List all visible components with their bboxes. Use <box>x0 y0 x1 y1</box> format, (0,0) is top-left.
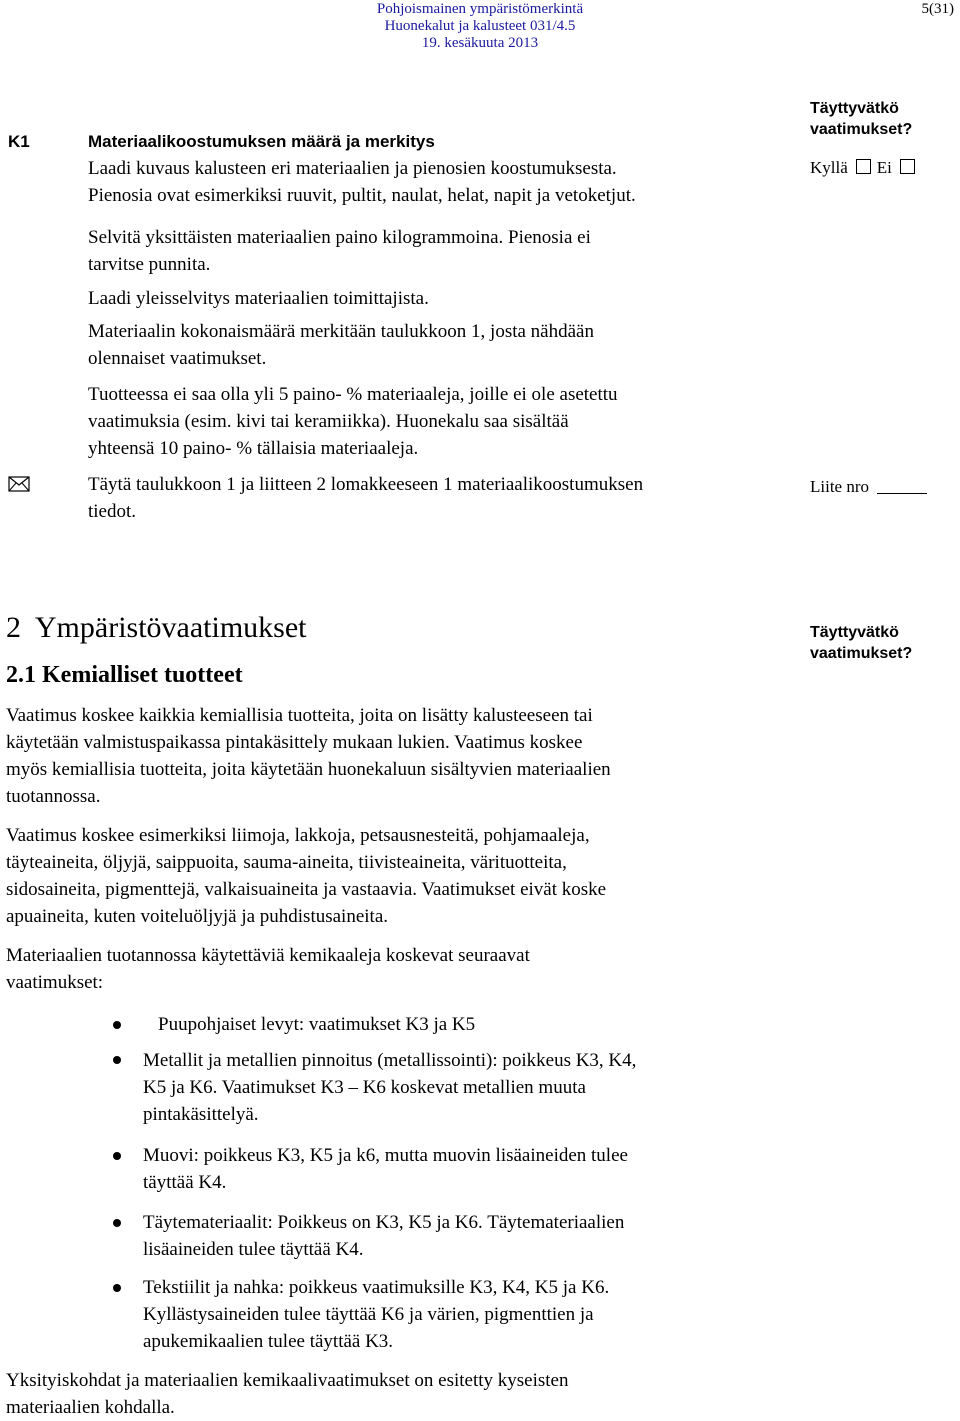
text-line: Selvitä yksittäisten materiaalien paino kilogrammoina. Pienosia ei <box>88 227 591 248</box>
attachment-number-input[interactable] <box>877 493 927 494</box>
text-line: Tuotteessa ei saa olla yli 5 paino- % materiaaleja, joille ei ole asetettu <box>88 384 618 405</box>
text-line: käytetään valmistuspaikassa pintakäsittely mukaan lukien. Vaatimus koskee <box>6 732 583 753</box>
text-line: täyttää K4. <box>143 1172 227 1193</box>
bullet-icon <box>113 1056 121 1064</box>
text-line: Vaatimus koskee esimerkiksi liimoja, lakkoja, petsausnesteitä, pohjamaaleja, <box>6 825 590 846</box>
text-line: Materiaalien tuotannossa käytettäviä kemikaaleja koskevat seuraavat <box>6 945 530 966</box>
compliance-question-2 <box>810 622 912 664</box>
requirement-title: Materiaalikoostumuksen määrä ja merkitys <box>88 132 435 151</box>
text-line: Puupohjaiset levyt: vaatimukset K3 ja K5 <box>158 1014 476 1035</box>
text-line: materiaalien kohdalla. <box>6 1397 175 1418</box>
text-line: Pienosia ovat esimerkiksi ruuvit, pultit, naulat, helat, napit ja vetoketjut. <box>88 185 636 206</box>
subsection-heading: 2.1 Kemialliset tuotteet <box>6 662 243 688</box>
text-line: täyteaineita, öljyjä, saippuoita, sauma-aineita, tiivisteaineita, värituotteita, <box>6 852 567 873</box>
bullet-icon <box>113 1284 121 1292</box>
list-item <box>143 1047 636 1128</box>
bullet-icon <box>113 1021 121 1029</box>
paragraph-scope <box>6 702 611 810</box>
bullet-icon <box>113 1152 121 1160</box>
text-line: Yksityiskohdat ja materiaalien kemikaalivaatimukset on esitetty kyseisten <box>6 1370 569 1391</box>
header-date: 19. kesäkuuta 2013 <box>421 35 539 51</box>
text-line: vaatimukset: <box>6 972 104 993</box>
list-item <box>143 1209 624 1263</box>
k1-paragraph-1 <box>88 155 636 209</box>
k1-paragraph-4 <box>88 318 594 372</box>
page-number: 5(31) <box>921 1 954 17</box>
text-line: Metallit ja metallien pinnoitus (metallissointi): poikkeus K3, K4, <box>143 1050 637 1071</box>
attachment-field <box>810 476 927 498</box>
text-line: Tekstiilit ja nahka: poikkeus vaatimuksille K3, K4, K5 ja K6. <box>143 1277 610 1298</box>
text-line: K5 ja K6. Vaatimukset K3 – K6 koskevat metallien muuta <box>143 1077 586 1098</box>
k1-paragraph-6 <box>88 471 643 525</box>
text-line: Täyttyvätkö <box>810 624 899 641</box>
bullet-icon <box>113 1219 121 1227</box>
k1-paragraph-5 <box>88 381 618 462</box>
text-line: Kyllästysaineiden tulee täyttää K6 ja värien, pigmenttien ja <box>143 1304 594 1325</box>
list-item <box>158 1011 475 1038</box>
text-line: tuotannossa. <box>6 786 101 807</box>
no-label: Ei <box>876 158 892 177</box>
text-line: pintakäsittelyä. <box>143 1104 259 1125</box>
text-line: vaatimuksia (esim. kivi tai keramiikka). Huonekalu saa sisältää <box>88 411 569 432</box>
yes-label: Kyllä <box>810 158 848 177</box>
attachment-label: Liite nro <box>810 477 870 496</box>
section-heading: 2 Ympäristövaatimukset <box>6 611 307 644</box>
text-line: lisäaineiden tulee täyttää K4. <box>143 1239 364 1260</box>
paragraph-details <box>6 1367 568 1421</box>
text-line: apuaineita, kuten voiteluöljyjä ja puhdistusaineita. <box>6 906 389 927</box>
text-line: apukemikaalien tulee täyttää K3. <box>143 1331 394 1352</box>
text-line: tiedot. <box>88 501 137 522</box>
text-line: Täyttyvätkö <box>810 100 899 117</box>
envelope-icon <box>8 476 30 492</box>
header-doc: Huonekalut ja kalusteet 031/4.5 <box>384 18 576 34</box>
list-item <box>143 1142 628 1196</box>
k1-paragraph-3 <box>88 285 429 312</box>
header-org: Pohjoismainen ympäristömerkintä <box>376 1 584 17</box>
text-line: vaatimukset? <box>810 121 913 138</box>
paragraph-materials-intro <box>6 942 530 996</box>
text-line: Vaatimus koskee kaikkia kemiallisia tuotteita, joita on lisätty kalusteeseen tai <box>6 705 593 726</box>
paragraph-examples <box>6 822 606 930</box>
text-line: yhteensä 10 paino- % tällaisia materiaaleja. <box>88 438 419 459</box>
text-line: Täytä taulukkoon 1 ja liitteen 2 lomakkeeseen 1 materiaalikoostumuksen <box>88 474 644 495</box>
text-line: olennaiset vaatimukset. <box>88 348 267 369</box>
text-line: Täytemateriaalit: Poikkeus on K3, K5 ja K6. Täytemateriaalien <box>143 1212 625 1233</box>
yes-no-checkboxes <box>810 157 921 179</box>
list-item <box>143 1274 609 1355</box>
text-line: tarvitse punnita. <box>88 254 211 275</box>
compliance-question <box>810 98 912 140</box>
requirement-id: K1 <box>8 132 30 151</box>
text-line: Muovi: poikkeus K3, K5 ja k6, mutta muovin lisäaineiden tulee <box>143 1145 628 1166</box>
k1-paragraph-2 <box>88 224 591 278</box>
no-checkbox[interactable] <box>900 159 915 174</box>
text-line: vaatimukset? <box>810 645 913 662</box>
text-line: Laadi kuvaus kalusteen eri materiaalien ja pienosien koostumuksesta. <box>88 158 617 179</box>
text-line: Laadi yleisselvitys materiaalien toimittajista. <box>88 288 429 309</box>
text-line: myös kemiallisia tuotteita, joita käytetään huonekaluun sisältyvien materiaalien <box>6 759 611 780</box>
text-line: sidosaineita, pigmenttejä, valkaisuaineita ja vastaavia. Vaatimukset eivät koske <box>6 879 607 900</box>
yes-checkbox[interactable] <box>856 159 871 174</box>
text-line: Materiaalin kokonaismäärä merkitään taulukkoon 1, josta nähdään <box>88 321 594 342</box>
